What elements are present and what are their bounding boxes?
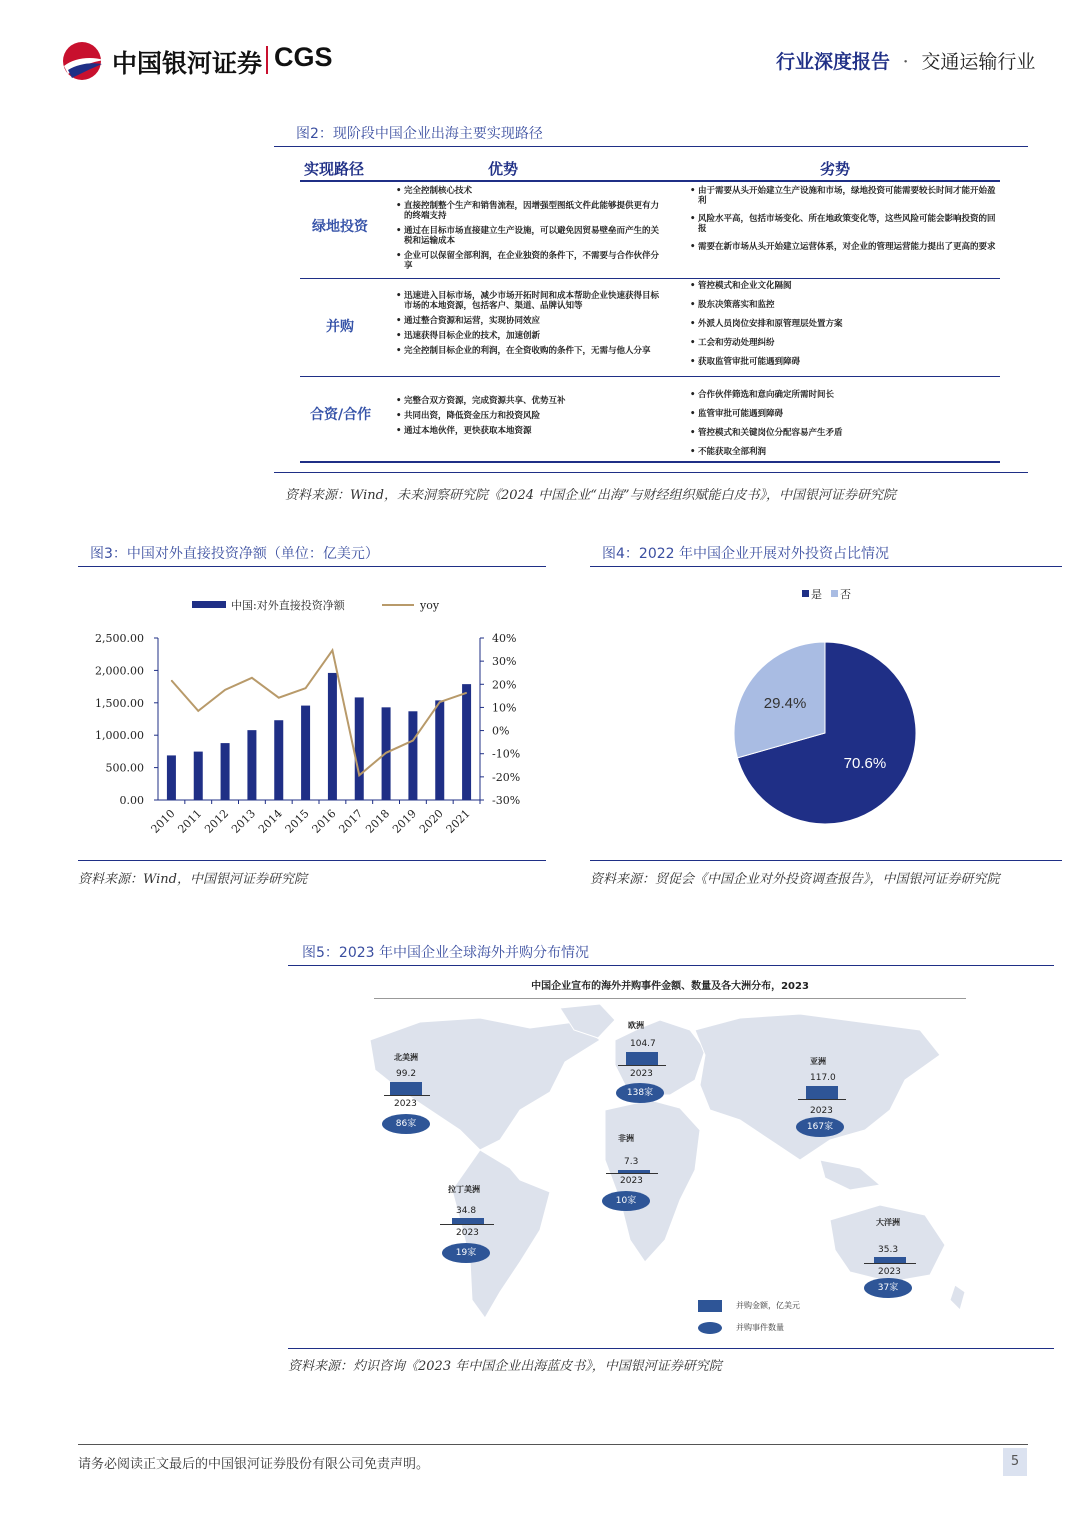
region-count: 86家 [382,1114,430,1134]
y-left-tick-label: 1,000.00 [95,729,144,743]
fig2-table [300,150,1000,465]
region-name: 欧洲 [628,1021,644,1030]
fig5-source: 资料来源：灼识咨询《2023 年中国企业出海蓝皮书》，中国银河证券研究院 [288,1359,722,1374]
pie-chart [700,578,960,838]
yoy-point [305,688,306,689]
fig2-title: 图2：现阶段中国企业出海主要实现路径 [296,126,543,142]
legend-bar-swatch [192,601,226,608]
row1-disadvantages [690,186,998,257]
fdi-chart [78,570,548,850]
list-item: • 合作伙伴筛选和意向确定所需时间长 [690,390,998,400]
bar-baseline [440,1224,494,1225]
list-item: • 不能获取全部利润 [690,447,998,457]
fig4-bottom-rule [590,860,1062,861]
yoy-point [439,702,440,703]
list-item: • 由于需要从头开始建立生产设施和市场，绿地投资可能需要较长时间才能开始盈利 [690,186,998,206]
yoy-point [386,752,387,753]
region-europe [612,1020,682,1110]
x-tick-label: 2013 [229,806,259,836]
bar [435,700,444,800]
header-separator: · [902,51,909,73]
row3-advantages [396,396,660,441]
amount-bar [806,1086,838,1099]
list-item: • 风险水平高，包括市场变化、所在地政策变化等，这些风险可能会影响投资的回报 [690,214,998,234]
footer-rule [78,1444,1028,1445]
list-item: • 直接控制整个生产和销售流程，因增强型图纸文件此能够提供更有力的终端支持 [396,201,660,221]
yoy-point [332,650,333,651]
x-tick-label: 2015 [282,806,312,836]
report-type [776,47,1035,74]
region-year: 2023 [630,1069,653,1079]
bar-baseline [618,1065,666,1066]
logo-en: CGS [274,42,333,72]
bar [355,697,364,800]
list-item: • 企业可以保留全部利润，在企业独资的条件下，不需要与合作伙伴分享 [396,251,660,271]
bar [328,673,337,800]
fig2-bottom-rule [274,472,1028,473]
y-left-tick-label: 0.00 [119,794,144,807]
logo-text: 中国银河证券 [112,49,263,78]
list-item: • 外派人员岗位安排和原管理层处置方案 [690,319,998,329]
legend-no-swatch [831,590,838,597]
y-left-tick-label: 500.00 [105,761,144,775]
list-item: • 迅速获得目标企业的技术，加速创新 [396,331,660,341]
y-right-tick-label: -10% [492,747,521,761]
fig3-source: 资料来源：Wind，中国银河证券研究院 [78,872,307,887]
list-item: • 管控模式和企业文化隔阂 [690,281,998,291]
southeast-asia-shape [820,1160,880,1190]
region-oceania [862,1217,932,1307]
bar [221,743,230,800]
yoy-point [278,697,279,698]
yoy-line [171,650,466,775]
region-count: 10家 [602,1191,650,1211]
map-legend [698,1298,838,1338]
region-africa [600,1133,670,1223]
table-bottom-rule [300,461,1000,463]
region-year: 2023 [456,1228,479,1238]
bar-baseline [606,1173,658,1174]
fig5-bottom-rule [288,1348,1054,1349]
region-count: 167家 [796,1117,844,1137]
fig3-top-rule [78,566,546,567]
yoy-point [225,689,226,690]
region-count: 138家 [616,1083,664,1103]
region-year: 2023 [810,1106,833,1116]
footer-disclaimer: 请务必阅读正文最后的中国银河证券股份有限公司免责声明。 [78,1457,430,1472]
yoy-point [171,680,172,681]
region-count: 19家 [442,1243,490,1263]
yoy-point [412,740,413,741]
row-divider [300,278,1000,279]
list-item: • 管控模式和关键岗位分配容易产生矛盾 [690,428,998,438]
region-year: 2023 [620,1176,643,1186]
legend-amount-label: 并购金额，亿美元 [736,1301,800,1310]
path-greenfield: 绿地投资 [312,219,368,235]
y-right-tick-label: 20% [492,678,517,692]
x-tick-label: 2020 [416,806,446,836]
fig4-source: 资料来源：贸促会《中国企业对外投资调查报告》，中国银河证券研究院 [590,872,1000,887]
row3-disadvantages [690,390,998,462]
y-right-tick-label: 30% [492,655,517,669]
amount-bar [390,1082,422,1095]
yoy-point [466,692,467,693]
fig3-bottom-rule [78,860,546,861]
x-tick-label: 2011 [175,806,205,836]
yoy-point [251,677,252,678]
row-divider [300,376,1000,377]
bar [167,755,176,800]
region-amount: 117.0 [810,1073,836,1083]
map-title: 中国企业宣布的海外并购事件金额、数量及各大洲分布，2023 [531,981,809,992]
region-amount: 34.8 [456,1206,477,1216]
bar-baseline [798,1099,846,1100]
list-item: • 共同出资，降低资金压力和投资风险 [396,411,660,421]
x-tick-label: 2021 [443,806,473,836]
row2-disadvantages [690,281,998,372]
logo-divider [266,46,268,74]
legend-yes-label: 是 [811,588,822,601]
region-year: 2023 [878,1267,901,1277]
region-amount: 7.3 [624,1157,639,1167]
y-left-tick-label: 2,500.00 [95,632,144,645]
legend-yes-swatch [802,590,809,597]
list-item: • 监管审批可能遇到障碍 [690,409,998,419]
fig5-title: 图5：2023 年中国企业全球海外并购分布情况 [302,945,589,961]
bar [274,720,283,800]
y-right-tick-label: 0% [492,724,510,738]
col-header-path: 实现路径 [304,160,365,178]
row1-advantages [396,186,660,276]
x-tick-label: 2017 [336,806,366,836]
header [0,0,1080,100]
fig4-top-rule [590,566,1062,567]
list-item: • 股东决策落实和监控 [690,300,998,310]
bar-baseline [864,1263,916,1264]
list-item: • 迅速进入目标市场，减少市场开拓时间和成本帮助企业快速获得目标市场的本地资源，包括客户、渠道、品牌认知等 [396,291,660,311]
bar [408,711,417,800]
list-item: • 通过整合资源和运营，实现协同效应 [396,316,660,326]
bar-baseline [384,1095,430,1096]
region-north-america [380,1052,450,1142]
x-tick-label: 2012 [202,806,232,836]
y-right-tick-label: 40% [492,632,517,645]
list-item: • 获取监管审批可能遇到障碍 [690,357,998,367]
list-item: • 完全控制目标企业的利润，在全资收购的条件下，无需与他人分享 [396,346,660,356]
x-tick-label: 2018 [363,806,393,836]
bar [301,706,310,800]
y-left-tick-label: 2,000.00 [95,664,144,678]
legend-no-label: 否 [840,588,851,601]
legend-line-label: yoy [420,599,440,612]
region-latin-america [436,1184,506,1274]
region-count: 37家 [864,1278,912,1298]
list-item: • 完全控制核心技术 [396,186,660,196]
region-name: 北美洲 [394,1053,418,1062]
fig2-source: 资料来源：Wind，未来洞察研究院《2024 中国企业“出海”与财经组织赋能白皮书》，中国银河证券研究院 [285,488,896,503]
col-header-disadvantages: 劣势 [820,160,851,178]
region-name: 非洲 [618,1134,634,1143]
legend-bar-label: 中国:对外直接投资净额 [231,599,345,612]
path-jv: 合资/合作 [310,407,372,423]
region-amount: 99.2 [396,1069,417,1079]
list-item: • 工会和劳动处理纠纷 [690,338,998,348]
y-right-tick-label: -20% [492,770,521,784]
list-item: • 通过在目标市场直接建立生产设施，可以避免因贸易壁垒而产生的关税和运输成本 [396,226,660,246]
fig5-top-rule [288,965,1054,966]
industry-label: 交通运输行业 [921,51,1036,73]
x-tick-label: 2016 [309,806,339,836]
legend-count-label: 并购事件数量 [736,1323,784,1332]
region-name: 大洋洲 [876,1218,900,1227]
path-ma: 并购 [326,319,354,335]
bar [194,752,203,800]
fig4-title: 图4：2022 年中国企业开展对外投资占比情况 [602,546,889,562]
x-tick-label: 2019 [390,806,420,836]
region-name: 拉丁美洲 [448,1185,480,1194]
list-item: • 完整合双方资源，完成资源共享、优势互补 [396,396,660,406]
region-name: 亚洲 [810,1057,826,1066]
list-item: • 通过本地伙伴，更快获取本地资源 [396,426,660,436]
region-amount: 104.7 [630,1039,656,1049]
amount-bar [626,1052,658,1065]
pie-label: 70.6% [843,755,887,773]
yoy-point [198,710,199,711]
new-zealand-shape [950,1285,965,1310]
bar [247,730,256,800]
pie-label: 29.4% [763,694,807,712]
y-right-tick-label: -30% [492,794,521,807]
legend-amount-swatch [698,1300,722,1312]
region-asia [796,1056,866,1146]
fig3-title: 图3：中国对外直接投资净额（单位：亿美元） [90,546,379,562]
region-amount: 35.3 [878,1245,899,1255]
list-item: • 需要在新市场从头开始建立运营体系，对企业的管理运营能力提出了更高的要求 [690,242,998,252]
x-tick-label: 2014 [255,806,285,836]
col-header-advantages: 优势 [488,160,519,178]
report-type-label: 行业深度报告 [776,51,891,73]
bar [462,684,471,800]
x-tick-label: 2010 [148,806,178,836]
y-right-tick-label: 10% [492,701,517,715]
yoy-point [359,775,360,776]
legend-count-swatch [698,1322,722,1334]
y-left-tick-label: 1,500.00 [95,696,144,710]
row2-advantages [396,291,660,361]
region-year: 2023 [394,1099,417,1109]
map-title-rule [374,998,966,999]
cgs-logo-icon [60,40,106,82]
table-header-rule [300,180,1000,182]
page-number: 5 [1003,1448,1027,1476]
fig2-top-rule [274,146,1028,147]
